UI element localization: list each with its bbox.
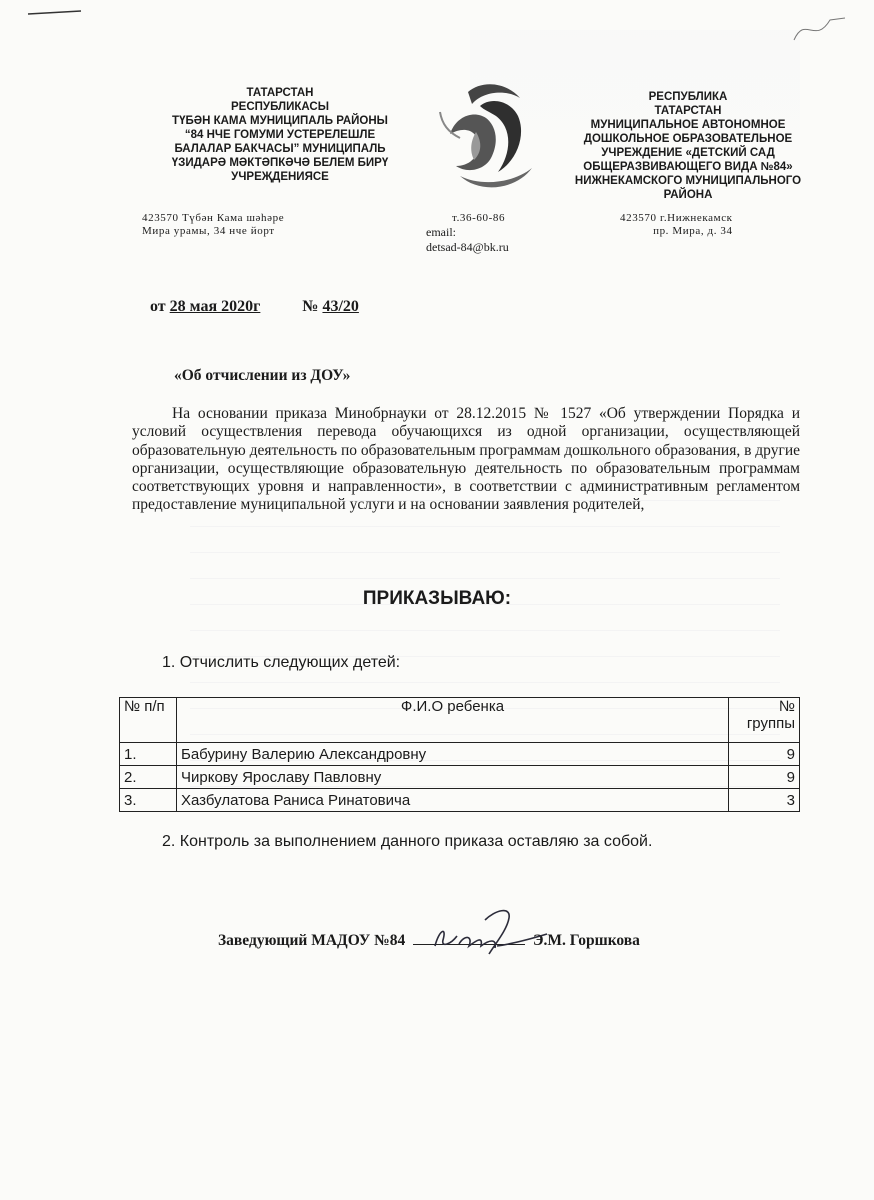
header-right-line: ТАТАРСТАН [654, 105, 722, 117]
email-address: detsad-84@bk.ru [426, 240, 509, 254]
table-cell-number: 3. [120, 789, 177, 812]
signatory-name: Э.М. Горшкова [532, 932, 640, 949]
order-basis-paragraph: На основании приказа Минобрнауки от 28.12.2015 № 1527 «Об утверждении Порядка и условий осуществления перевода обучающихся из одной организации, осуществляющей образовательную деятельность по образовательным программам дошкольного образования, в другие организации, осуществляющие образовательную деятельность по образовательным программам соответствующих уровня и направленности», в соответствии с административным регламентом предоставление муниципальной услуги и на основании заявления родителей, [132, 405, 800, 514]
order-number: 43/20 [322, 298, 359, 315]
table-header-number: № п/п [120, 698, 177, 743]
order-item-1: 1. Отчислить следующих детей: [162, 654, 401, 671]
header-left-line: УЧРЕҖДЕНИЯСЕ [231, 171, 329, 183]
header-left [150, 86, 410, 184]
children-table [119, 697, 800, 812]
order-subject: «Об отчислении из ДОУ» [174, 367, 351, 384]
header-left-line: ТҮБӘН КАМА МУНИЦИПАЛЬ РАЙОНЫ [172, 115, 388, 127]
address-left-line2: Мира урамы, 34 нче йорт [142, 225, 275, 237]
corner-mark-icon [790, 10, 850, 50]
table-cell-number: 2. [120, 766, 177, 789]
table-header-row [120, 698, 800, 743]
address-left-line1: 423570 Түбән Кама шәһәре [142, 212, 285, 224]
header-left-line: БАЛАЛАР БАКЧАСЫ” МУНИЦИПАЛЬ [174, 143, 386, 155]
header-right-line: РЕСПУБЛИКА [648, 91, 728, 103]
header-left-line: ҮЗИДАРӘ МӘКТӘПКӘЧӘ БЕЛЕМ БИРҮ [171, 157, 389, 169]
table-cell-group: 9 [729, 743, 800, 766]
table-header-name: Ф.И.О ребенка [177, 698, 729, 743]
header-right [558, 90, 818, 202]
header-right-line: ОБЩЕРАЗВИВАЮЩЕГО ВИДА №84» [583, 161, 793, 173]
address-left [142, 212, 284, 238]
table-cell-number: 1. [120, 743, 177, 766]
order-date-number [150, 298, 359, 316]
address-right-line1: 423570 г.Нижнекамск [620, 212, 733, 224]
handwritten-signature-icon [425, 900, 555, 960]
order-date: 28 мая 2020г [169, 298, 261, 315]
table-cell-group: 9 [729, 766, 800, 789]
header-right-line: ДОШКОЛЬНОЕ ОБРАЗОВАТЕЛЬНОЕ [583, 133, 793, 145]
email-label: email: [426, 225, 456, 239]
table-cell-name: Чиркову Ярославу Павловну [177, 766, 729, 789]
kindergarten-logo-icon [420, 72, 550, 197]
corner-mark-icon [26, 6, 86, 18]
table-header-group: № группы [729, 698, 800, 743]
header-left-line: ТАТАРСТАН [246, 87, 314, 99]
table-cell-name: Хазбулатова Раниса Ринатовича [177, 789, 729, 812]
table-cell-name: Бабурину Валерию Александровну [177, 743, 729, 766]
table-row [120, 789, 800, 812]
order-number-label: № [302, 298, 319, 315]
address-right-line2: пр. Мира, д. 34 [653, 225, 733, 237]
phone: т.36-60-86 [452, 212, 506, 224]
header-left-line: “84 НЧЕ ГОМУМИ УСТЕРЕЛЕШЛЕ [184, 129, 376, 141]
header-right-line: УЧРЕЖДЕНИЕ «ДЕТСКИЙ САД [601, 147, 775, 159]
table-row [120, 766, 800, 789]
table-row [120, 743, 800, 766]
decree-heading: ПРИКАЗЫВАЮ: [362, 588, 512, 609]
table-cell-group: 3 [729, 789, 800, 812]
header-left-line: РЕСПУБЛИКАСЫ [231, 101, 329, 113]
header-right-line: РАЙОНА [663, 189, 713, 201]
signatory-position: Заведующий МАДОУ №84 [218, 932, 406, 949]
order-from-label: от [150, 298, 166, 315]
header-right-line: НИЖНЕКАМСКОГО МУНИЦИПАЛЬНОГО [574, 175, 802, 187]
order-item-2: 2. Контроль за выполнением данного приказа оставляю за собой. [162, 833, 653, 850]
header-right-line: МУНИЦИПАЛЬНОЕ АВТОНОМНОЕ [590, 119, 786, 131]
address-right [620, 212, 733, 238]
